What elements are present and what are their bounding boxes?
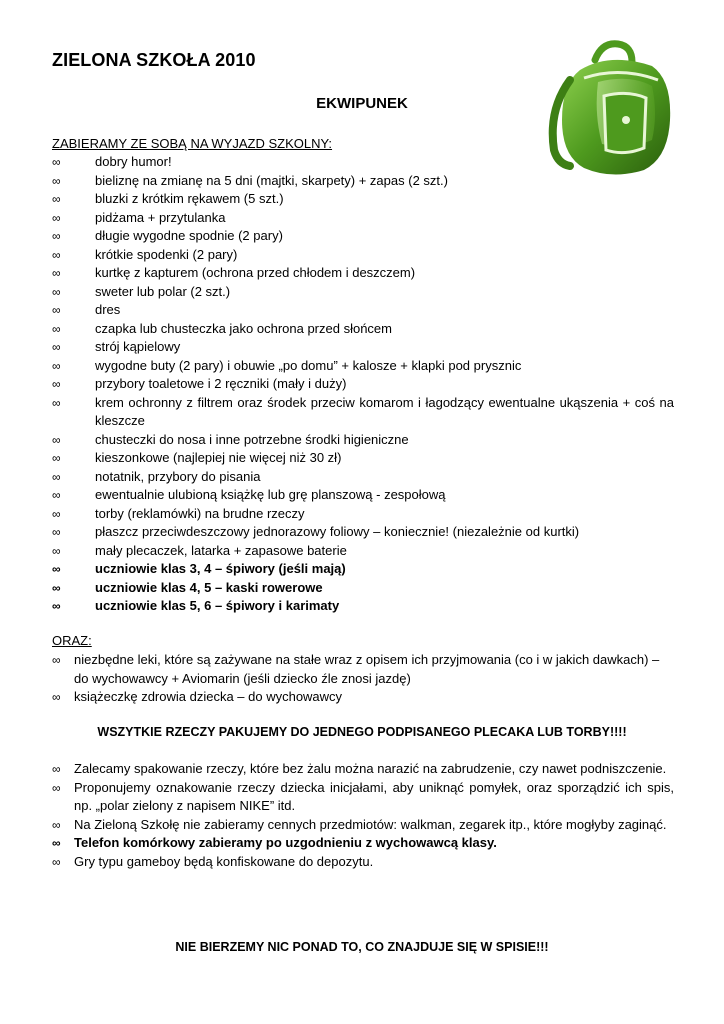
bullet-icon: ∞ [52, 229, 61, 243]
section-heading-packing: ZABIERAMY ZE SOBĄ NA WYJAZD SZKOLNY: [52, 136, 333, 151]
list-item: ∞ płaszcz przeciwdeszczowy jednorazowy foliowy – koniecznie! (niezależnie od kurtki) [52, 523, 674, 542]
list-item-bold: ∞ uczniowie klas 4, 5 – kaski rowerowe [52, 579, 674, 598]
bullet-icon: ∞ [52, 580, 61, 595]
list-item: ∞ strój kąpielowy [52, 338, 674, 357]
list-item: ∞ dres [52, 301, 674, 320]
list-item: ∞ Gry typu gameboy będą konfiskowane do depozytu. [52, 853, 674, 872]
list-item: ∞ niezbędne leki, które są zażywane na stałe wraz z opisem ich przyjmowania (co i w jakich dawkach) – do wychowawcy + Aviomarin (jeśli dziecko źle znosi jazdę) [52, 652, 660, 686]
bullet-icon: ∞ [52, 817, 61, 832]
list-item: ∞ mały plecaczek, latarka + zapasowe baterie [52, 542, 674, 561]
list-item: ∞ torby (reklamówki) na brudne rzeczy [52, 505, 674, 524]
bullet-icon: ∞ [52, 247, 61, 262]
list-item: ∞ czapka lub chusteczka jako ochrona przed słońcem [52, 320, 674, 339]
bullet-icon: ∞ [52, 653, 61, 667]
packing-list [52, 153, 674, 616]
bullet-icon: ∞ [52, 432, 61, 447]
packing-notice: WSZYTKIE RZECZY PAKUJEMY DO JEDNEGO PODPISANEGO PLECAKA LUB TORBY!!!! [97, 725, 627, 739]
bullet-icon: ∞ [52, 469, 61, 484]
list-item: ∞ kieszonkowe (najlepiej nie więcej niż 30 zł) [52, 449, 674, 468]
list-item: ∞ notatnik, przybory do pisania [52, 468, 674, 487]
bullet-icon: ∞ [52, 173, 61, 188]
bullet-icon: ∞ [52, 543, 61, 558]
list-item: ∞ przybory toaletowe i 2 ręczniki (mały i duży) [52, 375, 674, 394]
section-heading-also: ORAZ: [52, 633, 92, 648]
list-item: ∞ dobry humor! [52, 153, 674, 172]
bullet-icon: ∞ [52, 210, 61, 225]
footer-notice: NIE BIERZEMY NIC PONAD TO, CO ZNAJDUJE SIĘ W SPISIE!!! [175, 940, 549, 954]
list-item-bold: ∞ uczniowie klas 3, 4 – śpiwory (jeśli mają) [52, 560, 674, 579]
list-item: ∞ wygodne buty (2 pary) i obuwie „po domu” + kalosze + klapki pod prysznic [52, 357, 674, 376]
bullet-icon: ∞ [52, 340, 61, 354]
bullet-icon: ∞ [52, 284, 61, 299]
bullet-icon: ∞ [52, 780, 61, 795]
list-item: ∞ bieliznę na zmianę na 5 dni (majtki, skarpety) + zapas (2 szt.) [52, 172, 674, 191]
bullet-icon: ∞ [52, 155, 61, 169]
list-item: ∞ kurtkę z kapturem (ochrona przed chłodem i deszczem) [52, 264, 674, 283]
document-title: ZIELONA SZKOŁA 2010 [52, 50, 256, 70]
list-item: ∞ bluzki z krótkim rękawem (5 szt.) [52, 190, 674, 209]
bullet-icon: ∞ [52, 762, 61, 776]
list-item: ∞ książeczkę zdrowia dziecka – do wychowawcy [52, 688, 674, 707]
bullet-icon: ∞ [52, 358, 61, 373]
list-item: ∞ krótkie spodenki (2 pary) [52, 246, 674, 265]
bullet-icon: ∞ [52, 303, 61, 317]
bullet-icon: ∞ [52, 488, 61, 502]
document-subtitle: EKWIPUNEK [316, 95, 408, 112]
bullet-icon: ∞ [52, 395, 61, 410]
list-item-bold: ∞ uczniowie klas 5, 6 – śpiwory i karimaty [52, 597, 674, 616]
list-item: ∞ sweter lub polar (2 szt.) [52, 283, 674, 302]
list-item: ∞ długie wygodne spodnie (2 pary) [52, 227, 674, 246]
list-item: ∞ Proponujemy oznakowanie rzeczy dziecka inicjałami, aby uniknąć pomyłek, oraz sporządzić ich spis, np. „polar zielony z napisem NIKE” itd. [52, 779, 674, 813]
additional-list [52, 651, 674, 707]
bullet-icon: ∞ [52, 690, 61, 704]
list-item: ∞ Na Zieloną Szkołę nie zabieramy cennych przedmiotów: walkman, zegarek itp., które mogłyby zaginąć. [52, 816, 674, 835]
bullet-icon: ∞ [52, 266, 61, 280]
list-item: ∞ Zalecamy spakowanie rzeczy, które bez żalu można narazić na zabrudzenie, czy nawet podniszczenie. [52, 760, 674, 779]
bullet-icon: ∞ [52, 599, 61, 613]
bullet-icon: ∞ [52, 321, 61, 336]
bullet-icon: ∞ [52, 836, 61, 850]
bullet-icon: ∞ [52, 854, 61, 869]
bullet-icon: ∞ [52, 192, 61, 206]
bullet-icon: ∞ [52, 377, 61, 391]
bullet-icon: ∞ [52, 506, 61, 521]
list-item: ∞ ewentualnie ulubioną książkę lub grę planszową - zespołową [52, 486, 674, 505]
rules-list [52, 760, 674, 871]
list-item: ∞ pidżama + przytulanka [52, 209, 674, 228]
list-item: ∞ chusteczki do nosa i inne potrzebne środki higieniczne [52, 431, 674, 450]
bullet-icon: ∞ [52, 525, 61, 539]
bullet-icon: ∞ [52, 562, 61, 576]
bullet-icon: ∞ [52, 451, 61, 465]
list-item-bold: ∞ Telefon komórkowy zabieramy po uzgodnieniu z wychowawcą klasy. [52, 834, 674, 853]
list-item: ∞ krem ochronny z filtrem oraz środek przeciw komarom i łagodzący ewentualne ukąszenia + coś na kleszcze [52, 394, 674, 428]
